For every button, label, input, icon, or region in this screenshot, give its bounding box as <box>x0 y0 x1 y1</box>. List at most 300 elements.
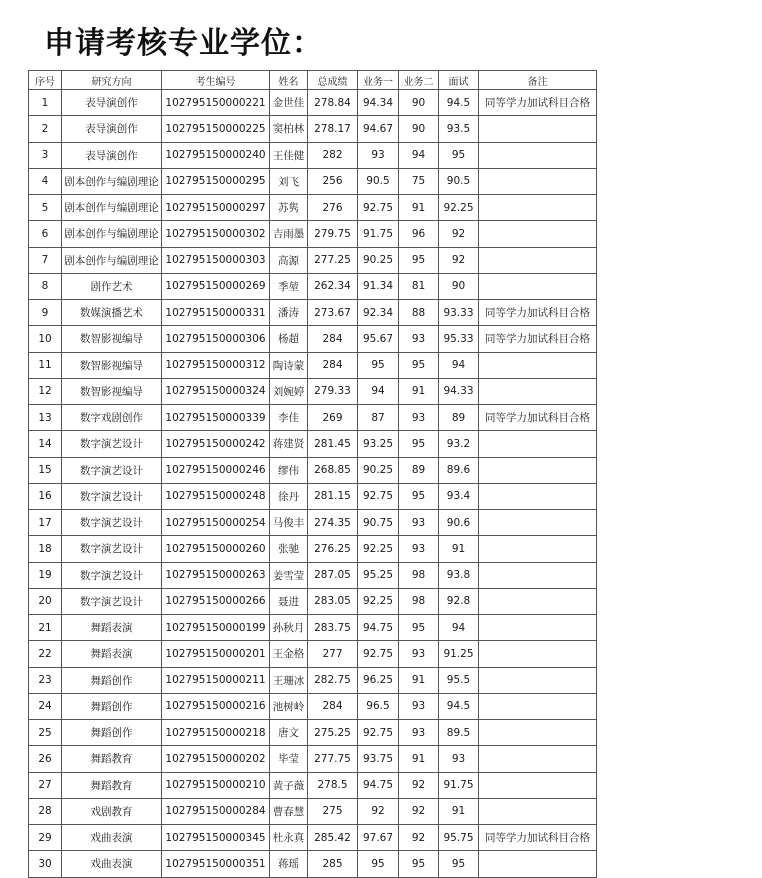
cell-subject-one: 97.67 <box>358 825 399 851</box>
cell-remark <box>479 641 597 667</box>
table-header-row <box>29 71 597 90</box>
cell-subject-one: 92.34 <box>358 300 399 326</box>
cell-direction: 表导演创作 <box>62 116 162 142</box>
cell-candidate-id: 102795150000331 <box>162 300 270 326</box>
cell-subject-one: 94.67 <box>358 116 399 142</box>
cell-subject-two: 93 <box>399 693 439 719</box>
column-header-subject-two: 业务二 <box>399 71 439 90</box>
cell-subject-two: 98 <box>399 588 439 614</box>
table-row <box>29 772 597 798</box>
cell-subject-one: 90.75 <box>358 510 399 536</box>
table-row <box>29 667 597 693</box>
cell-candidate-id: 102795150000297 <box>162 195 270 221</box>
cell-interview: 94 <box>439 352 479 378</box>
cell-subject-two: 95 <box>399 851 439 877</box>
cell-candidate-id: 102795150000306 <box>162 326 270 352</box>
cell-direction: 数字演艺设计 <box>62 431 162 457</box>
cell-name: 蒋建贤 <box>270 431 308 457</box>
cell-remark <box>479 168 597 194</box>
cell-name: 姜雪莹 <box>270 562 308 588</box>
table-row <box>29 168 597 194</box>
cell-seq: 17 <box>29 510 62 536</box>
cell-subject-one: 87 <box>358 405 399 431</box>
table-row <box>29 457 597 483</box>
cell-total-score: 279.75 <box>308 221 358 247</box>
cell-remark: 同等学力加试科目合格 <box>479 326 597 352</box>
cell-name: 苏隽 <box>270 195 308 221</box>
cell-name: 窦柏林 <box>270 116 308 142</box>
cell-remark: 同等学力加试科目合格 <box>479 825 597 851</box>
cell-subject-two: 93 <box>399 405 439 431</box>
table-row <box>29 273 597 299</box>
cell-candidate-id: 102795150000284 <box>162 798 270 824</box>
cell-subject-two: 88 <box>399 300 439 326</box>
cell-seq: 29 <box>29 825 62 851</box>
cell-seq: 2 <box>29 116 62 142</box>
cell-interview: 92.25 <box>439 195 479 221</box>
cell-total-score: 284 <box>308 693 358 719</box>
cell-candidate-id: 102795150000254 <box>162 510 270 536</box>
cell-name: 陶诗蒙 <box>270 352 308 378</box>
cell-interview: 93.8 <box>439 562 479 588</box>
cell-candidate-id: 102795150000211 <box>162 667 270 693</box>
cell-remark <box>479 851 597 877</box>
cell-name: 马俊丰 <box>270 510 308 536</box>
cell-interview: 95.5 <box>439 667 479 693</box>
cell-name: 高源 <box>270 247 308 273</box>
cell-total-score: 283.75 <box>308 615 358 641</box>
cell-total-score: 283.05 <box>308 588 358 614</box>
cell-remark <box>479 378 597 404</box>
cell-subject-one: 93 <box>358 142 399 168</box>
cell-total-score: 276 <box>308 195 358 221</box>
column-header-interview: 面试 <box>439 71 479 90</box>
cell-interview: 90.6 <box>439 510 479 536</box>
cell-candidate-id: 102795150000339 <box>162 405 270 431</box>
cell-seq: 1 <box>29 90 62 116</box>
cell-interview: 94.33 <box>439 378 479 404</box>
cell-subject-two: 90 <box>399 90 439 116</box>
cell-candidate-id: 102795150000324 <box>162 378 270 404</box>
cell-total-score: 278.17 <box>308 116 358 142</box>
table-row <box>29 562 597 588</box>
cell-subject-two: 95 <box>399 615 439 641</box>
cell-total-score: 287.05 <box>308 562 358 588</box>
cell-remark <box>479 247 597 273</box>
cell-seq: 25 <box>29 720 62 746</box>
table-body <box>29 90 597 878</box>
cell-total-score: 279.33 <box>308 378 358 404</box>
column-header-candidate-id: 考生编号 <box>162 71 270 90</box>
cell-name: 缪伟 <box>270 457 308 483</box>
column-header-total-score: 总成绩 <box>308 71 358 90</box>
cell-remark <box>479 142 597 168</box>
cell-subject-one: 95.25 <box>358 562 399 588</box>
cell-direction: 数智影视编导 <box>62 326 162 352</box>
cell-subject-two: 93 <box>399 510 439 536</box>
cell-candidate-id: 102795150000202 <box>162 746 270 772</box>
cell-direction: 剧本创作与编剧理论 <box>62 168 162 194</box>
column-header-name: 姓名 <box>270 71 308 90</box>
cell-remark <box>479 510 597 536</box>
admission-table <box>28 70 597 878</box>
table-row <box>29 536 597 562</box>
cell-interview: 94.5 <box>439 693 479 719</box>
table-row <box>29 615 597 641</box>
cell-interview: 89 <box>439 405 479 431</box>
column-header-remark: 备注 <box>479 71 597 90</box>
cell-subject-one: 96.5 <box>358 693 399 719</box>
cell-candidate-id: 102795150000221 <box>162 90 270 116</box>
cell-total-score: 269 <box>308 405 358 431</box>
table-row <box>29 378 597 404</box>
cell-direction: 舞蹈创作 <box>62 667 162 693</box>
cell-total-score: 256 <box>308 168 358 194</box>
cell-direction: 戏剧教育 <box>62 798 162 824</box>
cell-interview: 89.6 <box>439 457 479 483</box>
cell-subject-one: 92.25 <box>358 536 399 562</box>
cell-candidate-id: 102795150000295 <box>162 168 270 194</box>
cell-subject-two: 91 <box>399 195 439 221</box>
cell-name: 季堃 <box>270 273 308 299</box>
cell-direction: 表导演创作 <box>62 90 162 116</box>
cell-remark <box>479 536 597 562</box>
cell-direction: 剧作艺术 <box>62 273 162 299</box>
cell-subject-one: 92.75 <box>358 720 399 746</box>
cell-seq: 10 <box>29 326 62 352</box>
table-row <box>29 405 597 431</box>
cell-candidate-id: 102795150000216 <box>162 693 270 719</box>
cell-direction: 剧本创作与编剧理论 <box>62 195 162 221</box>
cell-subject-one: 94.34 <box>358 90 399 116</box>
cell-remark <box>479 615 597 641</box>
cell-direction: 戏曲表演 <box>62 851 162 877</box>
cell-name: 杨超 <box>270 326 308 352</box>
cell-subject-two: 95 <box>399 352 439 378</box>
cell-name: 蒋瑶 <box>270 851 308 877</box>
table-row <box>29 798 597 824</box>
column-header-subject-one: 业务一 <box>358 71 399 90</box>
cell-seq: 9 <box>29 300 62 326</box>
table-row <box>29 352 597 378</box>
cell-name: 杜永真 <box>270 825 308 851</box>
cell-name: 池树岭 <box>270 693 308 719</box>
cell-total-score: 282.75 <box>308 667 358 693</box>
cell-candidate-id: 102795150000263 <box>162 562 270 588</box>
cell-direction: 数智影视编导 <box>62 378 162 404</box>
cell-total-score: 274.35 <box>308 510 358 536</box>
cell-interview: 93.5 <box>439 116 479 142</box>
cell-subject-one: 96.25 <box>358 667 399 693</box>
cell-interview: 91.75 <box>439 772 479 798</box>
cell-name: 吉雨墨 <box>270 221 308 247</box>
cell-seq: 5 <box>29 195 62 221</box>
cell-subject-one: 95 <box>358 851 399 877</box>
cell-subject-two: 95 <box>399 431 439 457</box>
table-row <box>29 483 597 509</box>
cell-seq: 24 <box>29 693 62 719</box>
cell-remark <box>479 352 597 378</box>
cell-subject-two: 96 <box>399 221 439 247</box>
cell-subject-one: 92.75 <box>358 195 399 221</box>
cell-candidate-id: 102795150000260 <box>162 536 270 562</box>
table-row <box>29 326 597 352</box>
cell-seq: 19 <box>29 562 62 588</box>
cell-total-score: 273.67 <box>308 300 358 326</box>
cell-subject-one: 91.34 <box>358 273 399 299</box>
cell-name: 毕莹 <box>270 746 308 772</box>
cell-direction: 舞蹈表演 <box>62 615 162 641</box>
cell-subject-two: 95 <box>399 483 439 509</box>
cell-subject-two: 95 <box>399 247 439 273</box>
cell-name: 王佳健 <box>270 142 308 168</box>
cell-remark <box>479 221 597 247</box>
cell-total-score: 285.42 <box>308 825 358 851</box>
cell-total-score: 285 <box>308 851 358 877</box>
cell-total-score: 277.25 <box>308 247 358 273</box>
table-row <box>29 116 597 142</box>
cell-candidate-id: 102795150000269 <box>162 273 270 299</box>
cell-direction: 数字演艺设计 <box>62 457 162 483</box>
cell-subject-two: 92 <box>399 772 439 798</box>
cell-interview: 95 <box>439 142 479 168</box>
cell-remark <box>479 483 597 509</box>
cell-direction: 数字演艺设计 <box>62 588 162 614</box>
cell-subject-two: 93 <box>399 326 439 352</box>
cell-subject-two: 93 <box>399 641 439 667</box>
cell-direction: 数字戏剧创作 <box>62 405 162 431</box>
cell-seq: 12 <box>29 378 62 404</box>
cell-subject-one: 93.25 <box>358 431 399 457</box>
cell-subject-one: 90.25 <box>358 247 399 273</box>
cell-total-score: 275 <box>308 798 358 824</box>
cell-total-score: 268.85 <box>308 457 358 483</box>
cell-direction: 数智影视编导 <box>62 352 162 378</box>
cell-remark <box>479 562 597 588</box>
cell-subject-one: 95 <box>358 352 399 378</box>
cell-direction: 数媒演播艺术 <box>62 300 162 326</box>
cell-seq: 14 <box>29 431 62 457</box>
cell-remark <box>479 746 597 772</box>
cell-candidate-id: 102795150000312 <box>162 352 270 378</box>
table-row <box>29 195 597 221</box>
cell-candidate-id: 102795150000218 <box>162 720 270 746</box>
cell-total-score: 284 <box>308 352 358 378</box>
cell-interview: 95.33 <box>439 326 479 352</box>
cell-total-score: 277.75 <box>308 746 358 772</box>
cell-seq: 16 <box>29 483 62 509</box>
cell-name: 王珊冰 <box>270 667 308 693</box>
cell-remark: 同等学力加试科目合格 <box>479 300 597 326</box>
cell-direction: 舞蹈创作 <box>62 720 162 746</box>
cell-candidate-id: 102795150000225 <box>162 116 270 142</box>
cell-candidate-id: 102795150000266 <box>162 588 270 614</box>
cell-remark <box>479 772 597 798</box>
cell-subject-two: 91 <box>399 378 439 404</box>
cell-remark <box>479 693 597 719</box>
cell-interview: 91 <box>439 536 479 562</box>
cell-candidate-id: 102795150000201 <box>162 641 270 667</box>
cell-total-score: 281.15 <box>308 483 358 509</box>
cell-remark <box>479 431 597 457</box>
cell-name: 聂进 <box>270 588 308 614</box>
cell-remark <box>479 720 597 746</box>
table-row <box>29 588 597 614</box>
cell-candidate-id: 102795150000302 <box>162 221 270 247</box>
cell-interview: 93.4 <box>439 483 479 509</box>
cell-remark <box>479 457 597 483</box>
cell-seq: 6 <box>29 221 62 247</box>
cell-subject-one: 95.67 <box>358 326 399 352</box>
cell-interview: 92.8 <box>439 588 479 614</box>
cell-direction: 舞蹈教育 <box>62 746 162 772</box>
cell-total-score: 276.25 <box>308 536 358 562</box>
cell-direction: 数字演艺设计 <box>62 510 162 536</box>
cell-subject-one: 92.25 <box>358 588 399 614</box>
cell-interview: 94 <box>439 615 479 641</box>
cell-name: 孙秋月 <box>270 615 308 641</box>
cell-direction: 表导演创作 <box>62 142 162 168</box>
cell-remark <box>479 798 597 824</box>
cell-name: 唐文 <box>270 720 308 746</box>
cell-subject-one: 94.75 <box>358 615 399 641</box>
cell-subject-one: 93.75 <box>358 746 399 772</box>
cell-total-score: 282 <box>308 142 358 168</box>
cell-name: 刘婉婷 <box>270 378 308 404</box>
cell-direction: 舞蹈教育 <box>62 772 162 798</box>
cell-subject-two: 89 <box>399 457 439 483</box>
cell-candidate-id: 102795150000248 <box>162 483 270 509</box>
cell-seq: 13 <box>29 405 62 431</box>
cell-direction: 舞蹈表演 <box>62 641 162 667</box>
cell-subject-one: 92.75 <box>358 641 399 667</box>
cell-seq: 4 <box>29 168 62 194</box>
cell-remark <box>479 667 597 693</box>
cell-name: 李佳 <box>270 405 308 431</box>
cell-interview: 92 <box>439 247 479 273</box>
column-header-direction: 研究方向 <box>62 71 162 90</box>
cell-subject-two: 75 <box>399 168 439 194</box>
cell-interview: 95.75 <box>439 825 479 851</box>
cell-seq: 15 <box>29 457 62 483</box>
cell-interview: 90 <box>439 273 479 299</box>
cell-subject-one: 90.5 <box>358 168 399 194</box>
cell-direction: 剧本创作与编剧理论 <box>62 247 162 273</box>
cell-interview: 93 <box>439 746 479 772</box>
cell-subject-one: 94.75 <box>358 772 399 798</box>
cell-name: 张驰 <box>270 536 308 562</box>
cell-total-score: 284 <box>308 326 358 352</box>
table-row <box>29 431 597 457</box>
table-row <box>29 746 597 772</box>
cell-candidate-id: 102795150000210 <box>162 772 270 798</box>
cell-seq: 23 <box>29 667 62 693</box>
cell-direction: 剧本创作与编剧理论 <box>62 221 162 247</box>
cell-subject-two: 91 <box>399 746 439 772</box>
cell-remark: 同等学力加试科目合格 <box>479 90 597 116</box>
cell-name: 黄子薇 <box>270 772 308 798</box>
cell-direction: 数字演艺设计 <box>62 483 162 509</box>
cell-direction: 数字演艺设计 <box>62 562 162 588</box>
cell-candidate-id: 102795150000345 <box>162 825 270 851</box>
cell-subject-two: 92 <box>399 825 439 851</box>
cell-interview: 94.5 <box>439 90 479 116</box>
cell-subject-two: 91 <box>399 667 439 693</box>
cell-seq: 18 <box>29 536 62 562</box>
cell-name: 金世佳 <box>270 90 308 116</box>
table-row <box>29 90 597 116</box>
cell-subject-two: 93 <box>399 720 439 746</box>
cell-seq: 30 <box>29 851 62 877</box>
cell-subject-two: 94 <box>399 142 439 168</box>
cell-remark <box>479 273 597 299</box>
cell-seq: 28 <box>29 798 62 824</box>
cell-subject-two: 90 <box>399 116 439 142</box>
cell-total-score: 275.25 <box>308 720 358 746</box>
cell-candidate-id: 102795150000351 <box>162 851 270 877</box>
cell-remark <box>479 116 597 142</box>
cell-interview: 92 <box>439 221 479 247</box>
cell-candidate-id: 102795150000242 <box>162 431 270 457</box>
cell-seq: 27 <box>29 772 62 798</box>
cell-seq: 20 <box>29 588 62 614</box>
cell-interview: 93.33 <box>439 300 479 326</box>
table-row <box>29 851 597 877</box>
cell-subject-one: 92 <box>358 798 399 824</box>
cell-seq: 3 <box>29 142 62 168</box>
cell-subject-one: 91.75 <box>358 221 399 247</box>
cell-direction: 舞蹈创作 <box>62 693 162 719</box>
cell-interview: 91 <box>439 798 479 824</box>
cell-subject-two: 81 <box>399 273 439 299</box>
cell-candidate-id: 102795150000246 <box>162 457 270 483</box>
cell-interview: 89.5 <box>439 720 479 746</box>
cell-name: 徐丹 <box>270 483 308 509</box>
cell-interview: 90.5 <box>439 168 479 194</box>
cell-subject-one: 92.75 <box>358 483 399 509</box>
cell-total-score: 278.84 <box>308 90 358 116</box>
cell-candidate-id: 102795150000303 <box>162 247 270 273</box>
cell-direction: 数字演艺设计 <box>62 536 162 562</box>
cell-seq: 8 <box>29 273 62 299</box>
cell-remark: 同等学力加试科目合格 <box>479 405 597 431</box>
cell-seq: 26 <box>29 746 62 772</box>
cell-name: 曹春慧 <box>270 798 308 824</box>
cell-total-score: 277 <box>308 641 358 667</box>
page-title: 申请考核专业学位： <box>44 26 323 61</box>
table-row <box>29 825 597 851</box>
table-row <box>29 641 597 667</box>
cell-name: 王金格 <box>270 641 308 667</box>
cell-subject-two: 93 <box>399 536 439 562</box>
table-row <box>29 720 597 746</box>
cell-total-score: 281.45 <box>308 431 358 457</box>
cell-total-score: 278.5 <box>308 772 358 798</box>
column-header-seq: 序号 <box>29 71 62 90</box>
table-row <box>29 247 597 273</box>
cell-interview: 93.2 <box>439 431 479 457</box>
cell-seq: 11 <box>29 352 62 378</box>
table-row <box>29 300 597 326</box>
cell-seq: 21 <box>29 615 62 641</box>
cell-total-score: 262.34 <box>308 273 358 299</box>
cell-subject-one: 90.25 <box>358 457 399 483</box>
cell-remark <box>479 195 597 221</box>
cell-remark <box>479 588 597 614</box>
cell-subject-two: 92 <box>399 798 439 824</box>
table-row <box>29 142 597 168</box>
table-row <box>29 693 597 719</box>
